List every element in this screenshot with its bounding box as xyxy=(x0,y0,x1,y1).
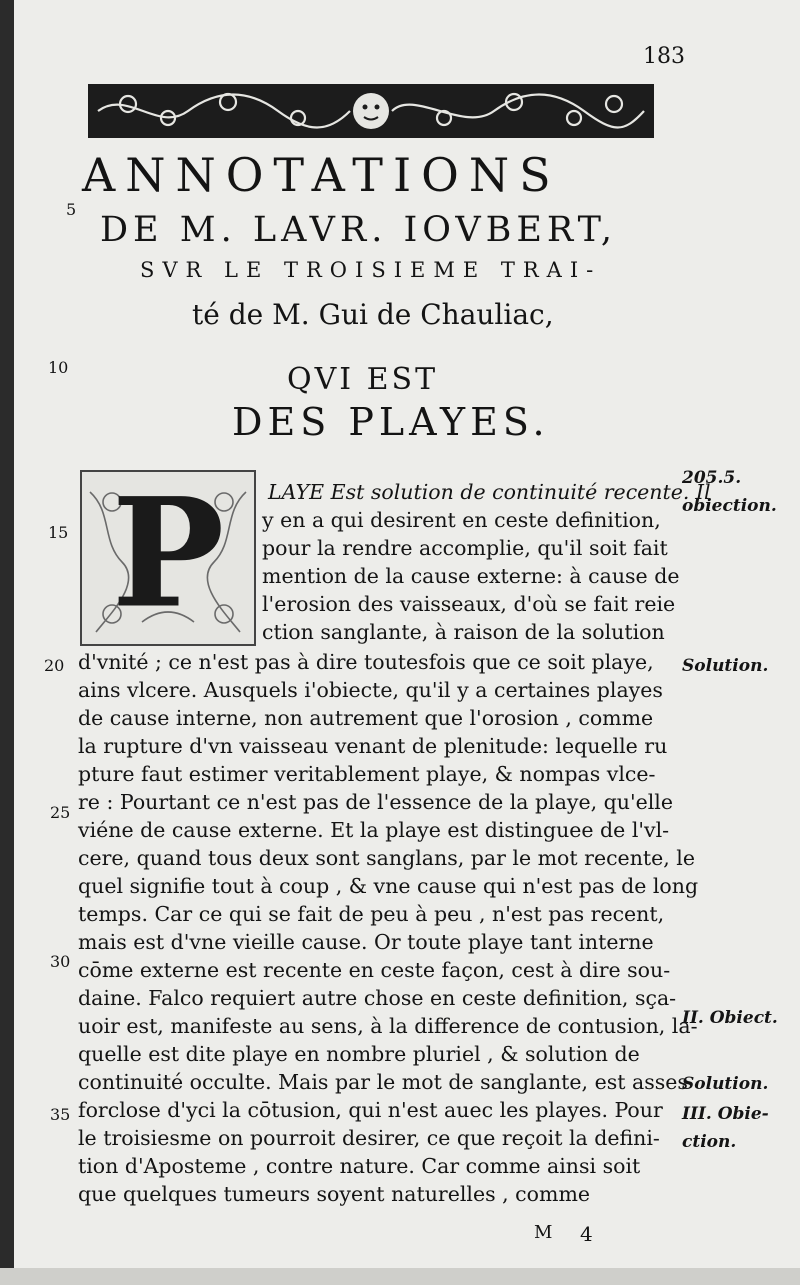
text-line: LAYE Est solution de continuité recente. Il xyxy=(268,480,711,504)
line-number: 30 xyxy=(50,952,71,971)
line-number: 15 xyxy=(48,523,69,542)
text-line: quel signifie tout à coup , & vne cause qui n'est pas de long xyxy=(78,874,699,898)
text-line: daine. Falco requiert autre chose en ceste definition, sça- xyxy=(78,986,677,1010)
printer-signature-number: 4 xyxy=(580,1222,593,1246)
title-line-5: QVI EST xyxy=(287,362,439,397)
title-line-3: SVR LE TROISIEME TRAI- xyxy=(140,258,602,282)
margin-note: II. Obiect. xyxy=(682,1008,778,1028)
text-line: continuité occulte. Mais par le mot de sanglante, est asses xyxy=(78,1070,688,1094)
line-number: 25 xyxy=(50,803,71,822)
margin-note: Solution. xyxy=(682,656,769,676)
decorated-initial xyxy=(80,465,256,646)
text-line: viéne de cause externe. Et la playe est distinguee de l'vl- xyxy=(78,818,670,842)
text-line: de cause interne, non autrement que l'orosion , comme xyxy=(78,706,654,730)
page-bottom-edge xyxy=(0,1268,800,1285)
text-line: d'vnité ; ce n'est pas à dire toutesfois que ce soit playe, xyxy=(78,650,654,674)
title-line-6: DES PLAYES. xyxy=(232,400,550,444)
text-line: ains vlcere. Ausquels i'obiecte, qu'il y a certaines playes xyxy=(78,678,663,702)
text-line: pour la rendre accomplie, qu'il soit fait xyxy=(262,536,668,560)
text-line: le troisiesme on pourroit desirer, ce que reçoit la defini- xyxy=(78,1126,660,1150)
text-line: re : Pourtant ce n'est pas de l'essence de la playe, qu'elle xyxy=(78,790,674,814)
text-line: que quelques tumeurs soyent naturelles , comme xyxy=(78,1182,591,1206)
text-line: quelle est dite playe en nombre pluriel , & solution de xyxy=(78,1042,640,1066)
margin-note: III. Obie- xyxy=(682,1104,769,1124)
page-edge-shadow xyxy=(0,0,14,1285)
text-line: la rupture d'vn vaisseau venant de plenitude: lequelle ru xyxy=(78,734,668,758)
text-line: pture faut estimer veritablement playe, & nompas vlce- xyxy=(78,762,656,786)
text-line: l'erosion des vaisseaux, d'où se fait reie xyxy=(262,592,676,616)
text-line: y en a qui desirent en ceste definition, xyxy=(262,508,661,532)
text-line: uoir est, manifeste au sens, à la difference de contusion, la- xyxy=(78,1014,698,1038)
line-number: 5 xyxy=(66,200,77,219)
line-number: 35 xyxy=(50,1105,71,1124)
decorative-headpiece xyxy=(88,84,654,138)
text-line: forclose d'yci la cōtusion, qui n'est auec les playes. Pour xyxy=(78,1098,663,1122)
margin-note: ction. xyxy=(682,1132,737,1152)
title-line-1: ANNOTATIONS xyxy=(82,148,561,202)
line-number: 20 xyxy=(44,656,65,675)
margin-note: obiection. xyxy=(682,496,777,516)
text-line: temps. Car ce qui se fait de peu à peu , n'est pas recent, xyxy=(78,902,665,926)
dropcap-letter: P xyxy=(111,465,225,642)
text-line: mais est d'vne vieille cause. Or toute playe tant interne xyxy=(78,930,654,954)
page-number: 183 xyxy=(643,44,685,69)
text-line: tion d'Aposteme , contre nature. Car comme ainsi soit xyxy=(78,1154,641,1178)
printer-signature: M xyxy=(534,1222,553,1243)
text-line: ction sanglante, à raison de la solution xyxy=(262,620,665,644)
text-line: cōme externe est recente en ceste façon, cest à dire sou- xyxy=(78,958,671,982)
text-line: cere, quand tous deux sont sanglans, par le mot recente, le xyxy=(78,846,695,870)
margin-note: Solution. xyxy=(682,1074,769,1094)
line-number: 10 xyxy=(48,358,69,377)
margin-note: 205.5. xyxy=(682,468,742,488)
title-line-2: DE M. LAVR. IOVBERT, xyxy=(100,210,617,250)
text-line: mention de la cause externe: à cause de xyxy=(262,564,680,588)
title-line-4: té de M. Gui de Chauliac, xyxy=(192,298,554,331)
